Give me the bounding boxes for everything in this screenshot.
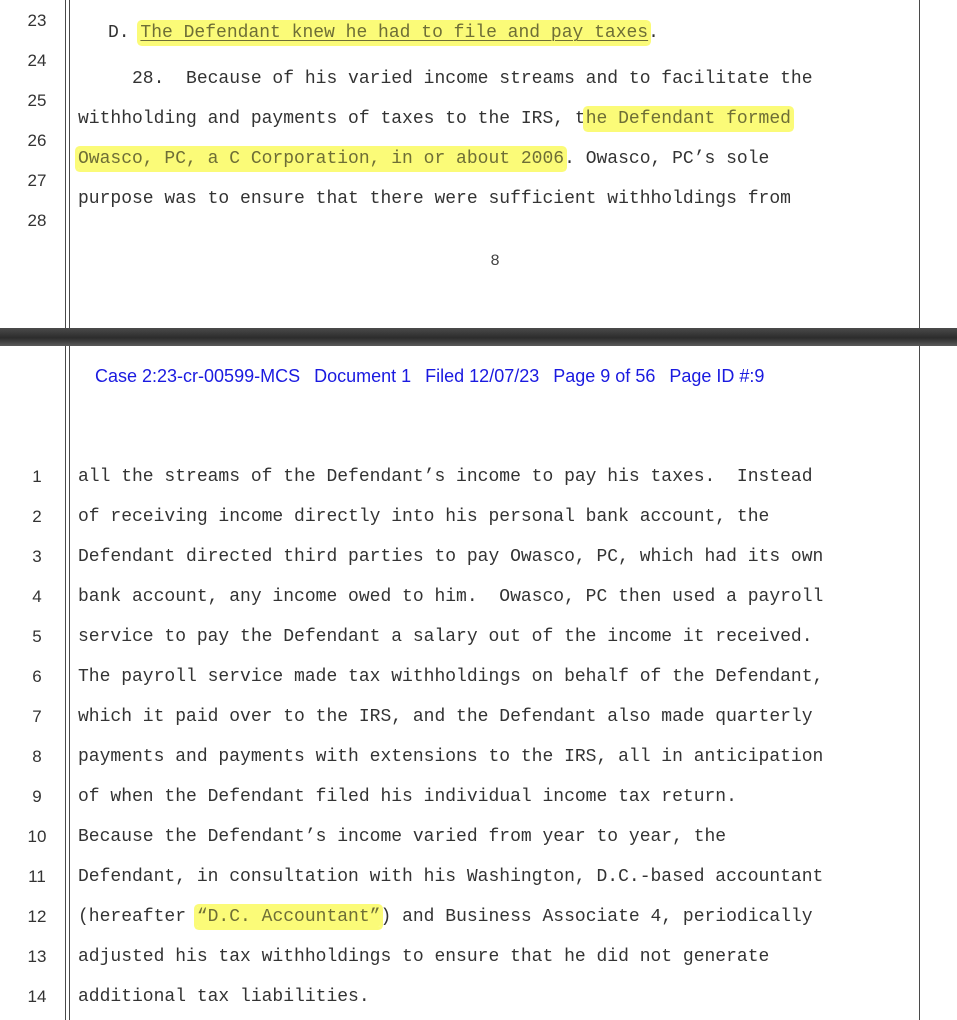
left-margin-line <box>65 346 66 1020</box>
left-margin-line <box>69 346 70 1020</box>
text-line: Because the Defendant’s income varied from year to year, the <box>78 827 727 847</box>
line-number: 8 <box>32 747 42 766</box>
highlighted-text: he Defendant formed <box>585 109 791 129</box>
line-number: 2 <box>32 507 42 526</box>
line-number: 23 <box>27 11 47 30</box>
filed-date: Filed 12/07/23 <box>425 366 540 386</box>
left-margin-line <box>65 0 66 328</box>
line-number: 7 <box>32 707 42 726</box>
text-line: of when the Defendant filed his individual income tax return. <box>78 787 737 807</box>
text-line: purpose was to ensure that there were sufficient withholdings from <box>78 189 791 209</box>
text-line: additional tax liabilities. <box>78 987 370 1007</box>
heading-period: . <box>648 23 659 43</box>
case-number: Case 2:23-cr-00599-MCS <box>95 366 301 386</box>
line-number: 13 <box>27 947 47 966</box>
section-heading <box>108 24 659 42</box>
text-line: which it paid over to the IRS, and the Defendant also made quarterly <box>78 707 813 727</box>
text-segment: (hereafter <box>78 907 197 927</box>
text-line: adjusted his tax withholdings to ensure that he did not generate <box>78 947 770 967</box>
highlighted-text: Owasco, PC, a C Corporation, in or about 2006 <box>78 149 565 169</box>
document-number: Document 1 <box>314 366 412 386</box>
line-number: 5 <box>32 627 42 646</box>
text-line: all the streams of the Defendant’s income to pay his taxes. Instead <box>78 467 813 487</box>
text-line: 28. Because of his varied income streams and to facilitate the <box>78 69 813 89</box>
line-number: 1 <box>32 467 42 486</box>
line-number: 27 <box>27 171 47 190</box>
line-number: 25 <box>27 91 47 110</box>
text-segment: . Owasco, PC’s sole <box>564 149 770 169</box>
line-number: 28 <box>27 211 47 230</box>
text-line: The payroll service made tax withholdings on behalf of the Defendant, <box>78 667 824 687</box>
text-line: Defendant directed third parties to pay Owasco, PC, which had its own <box>78 547 824 567</box>
line-number: 9 <box>32 787 42 806</box>
line-number: 14 <box>27 987 47 1006</box>
case-header <box>95 366 778 387</box>
current-page <box>0 346 957 1020</box>
line-number: 6 <box>32 667 42 686</box>
text-line: Defendant, in consultation with his Washington, D.C.-based accountant <box>78 867 824 887</box>
text-line: of receiving income directly into his personal bank account, the <box>78 507 770 527</box>
page-separator <box>0 328 957 346</box>
page-count: Page 9 of 56 <box>553 366 656 386</box>
text-line <box>78 908 813 926</box>
right-margin-line <box>919 346 920 1020</box>
page-number: 8 <box>490 252 500 270</box>
page-id: Page ID #:9 <box>669 366 765 386</box>
text-line: service to pay the Defendant a salary out of the income it received. <box>78 627 813 647</box>
line-number: 3 <box>32 547 42 566</box>
text-line: bank account, any income owed to him. Owasco, PC then used a payroll <box>78 587 824 607</box>
left-margin-line <box>69 0 70 328</box>
line-number: 12 <box>27 907 47 926</box>
text-line <box>78 110 791 128</box>
line-number: 4 <box>32 587 42 606</box>
text-line: payments and payments with extensions to the IRS, all in anticipation <box>78 747 824 767</box>
line-number: 10 <box>27 827 47 846</box>
line-number: 24 <box>27 51 47 70</box>
text-line <box>78 150 769 168</box>
previous-page <box>0 0 957 328</box>
highlighted-text: “D.C. Accountant” <box>196 907 381 927</box>
line-number: 26 <box>27 131 47 150</box>
line-number: 11 <box>28 867 46 886</box>
right-margin-line <box>919 0 920 328</box>
text-segment: withholding and payments of taxes to the IRS, t <box>78 109 586 129</box>
text-segment: ) and Business Associate 4, periodically <box>380 907 813 927</box>
heading-letter: D. <box>108 23 130 43</box>
highlighted-heading: The Defendant knew he had to file and pay taxes <box>140 23 649 43</box>
